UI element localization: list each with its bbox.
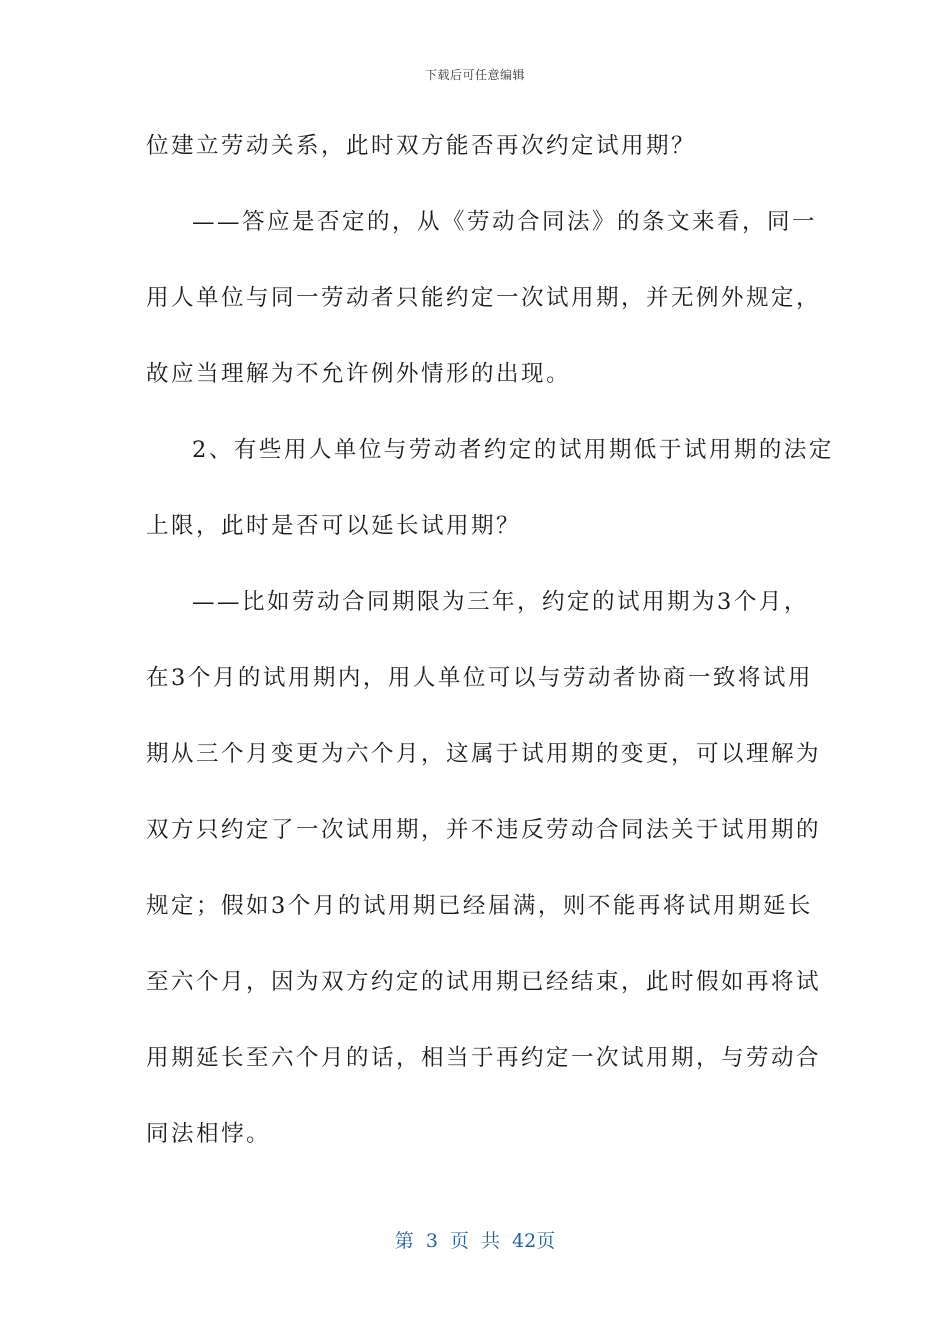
page-footer (0, 1226, 950, 1253)
text-line: 故应当理解为不允许例外情形的出现。 (146, 361, 572, 387)
text-line: 规定；假如3个月的试用期已经届满，则不能再将试用期延长 (146, 893, 813, 919)
text-line: 上限，此时是否可以延长试用期？ (146, 513, 522, 539)
text-line: 同法相悖。 (146, 1121, 272, 1147)
text-line: 在3个月的试用期内，用人单位可以与劳动者协商一致将试用 (146, 665, 813, 691)
text-line: ——答应是否定的，从《劳动合同法》的条文来看，同一 (192, 209, 818, 235)
footer-total-pages: 42 (512, 1230, 537, 1252)
footer-current-page: 3 (425, 1230, 438, 1252)
document-body (146, 124, 834, 1188)
footer-middle: 页 共 (449, 1230, 500, 1252)
text-line: 至六个月，因为双方约定的试用期已经结束，此时假如再将试 (146, 969, 822, 995)
text-line: 期从三个月变更为六个月，这属于试用期的变更，可以理解为 (146, 741, 822, 767)
text-line: 2、有些用人单位与劳动者约定的试用期低于试用期的法定 (192, 437, 834, 463)
footer-prefix: 第 (394, 1230, 414, 1252)
text-line: 用人单位与同一劳动者只能约定一次试用期，并无例外规定， (146, 285, 822, 311)
text-line: 双方只约定了一次试用期，并不违反劳动合同法关于试用期的 (146, 817, 822, 843)
footer-suffix: 页 (536, 1230, 556, 1252)
page-header: 下载后可任意编辑 (424, 68, 525, 82)
text-line: 位建立劳动关系，此时双方能否再次约定试用期？ (146, 133, 697, 159)
text-line: ——比如劳动合同期限为三年，约定的试用期为3个月， (192, 589, 809, 615)
text-line: 用期延长至六个月的话，相当于再约定一次试用期，与劳动合 (146, 1045, 822, 1071)
